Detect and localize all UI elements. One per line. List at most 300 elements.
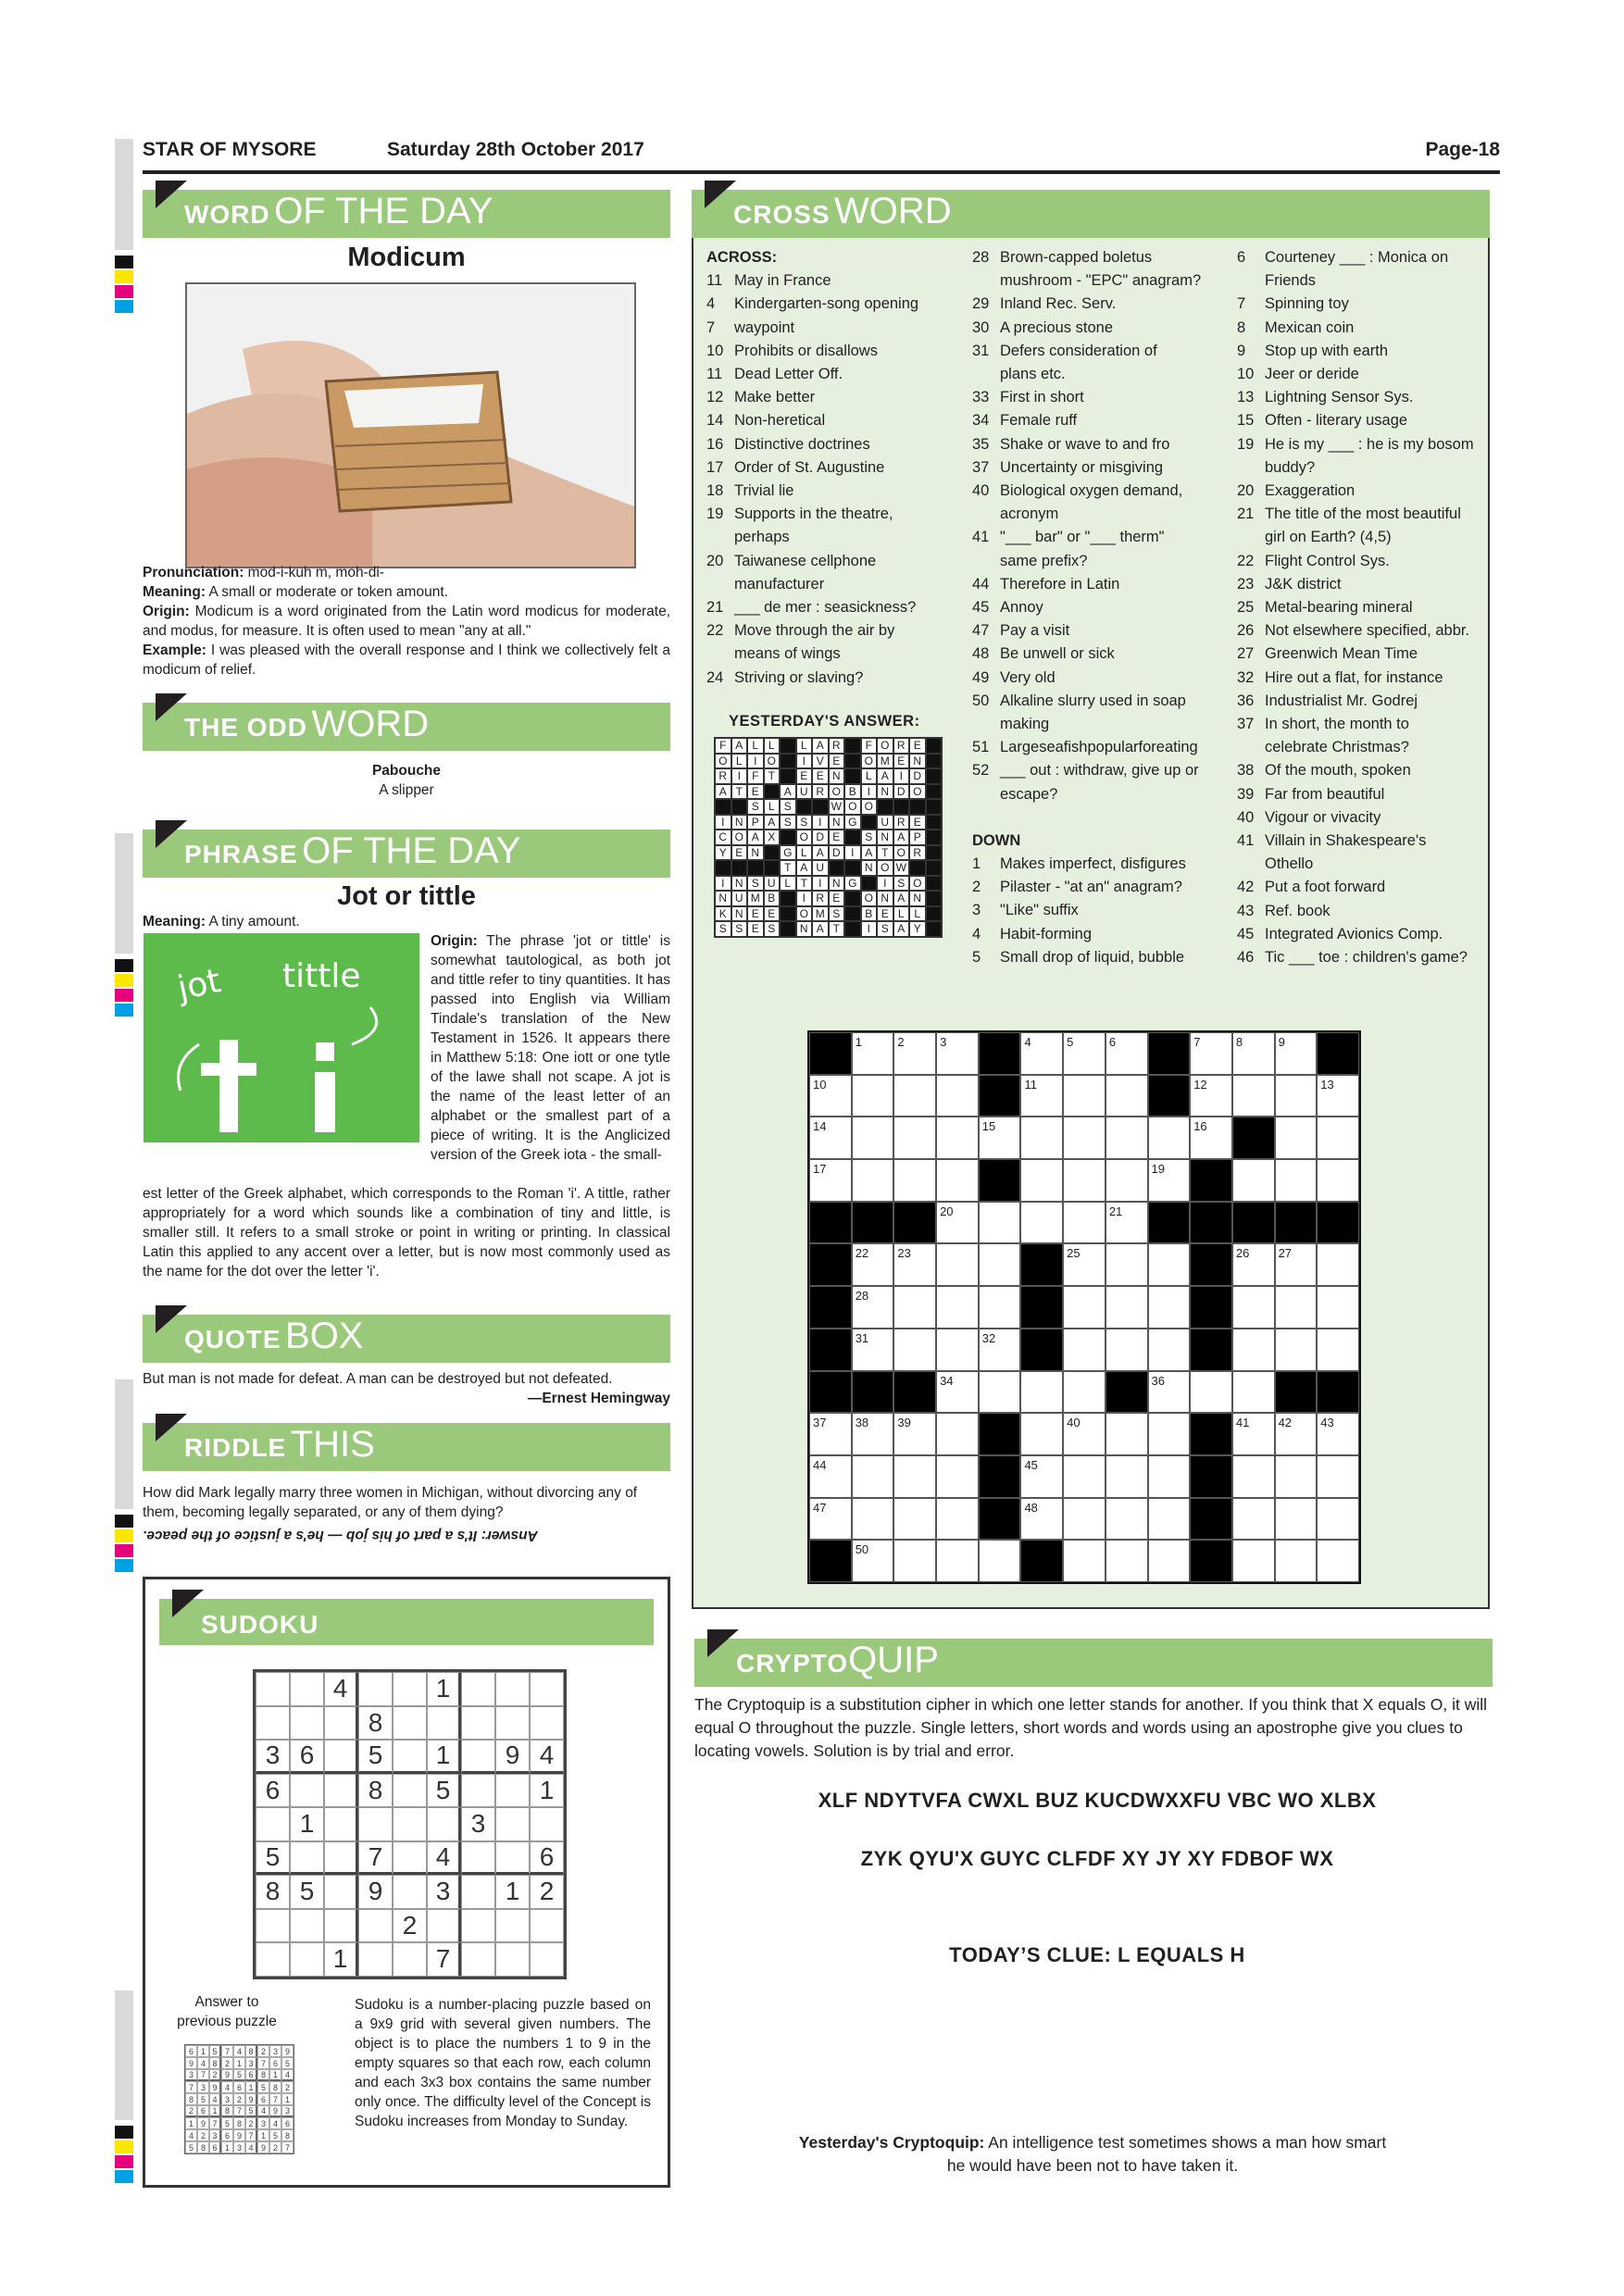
crossword-cell[interactable]	[1190, 1032, 1232, 1075]
sudoku-cell[interactable]	[461, 1706, 495, 1741]
phrase-meaning	[143, 912, 300, 931]
crossword-cell[interactable]	[1063, 1202, 1106, 1244]
crossword-cell[interactable]	[936, 1032, 979, 1075]
crossword-block-cell	[809, 1540, 852, 1582]
crossword-cell[interactable]	[1148, 1413, 1191, 1455]
sudoku-cell[interactable]	[324, 1841, 358, 1876]
sudoku-cell[interactable]	[530, 1909, 564, 1943]
crossword-cell[interactable]	[1317, 1540, 1359, 1582]
sudoku-cell[interactable]: 7	[358, 1841, 393, 1876]
crossword-cell[interactable]	[979, 1243, 1021, 1286]
sudoku-cell[interactable]: 3	[427, 1875, 461, 1909]
answer-letter-cell: U	[812, 860, 829, 876]
sudoku-cell[interactable]: 7	[427, 1942, 461, 1977]
crossword-cell[interactable]	[1148, 1498, 1191, 1541]
sudoku-cell[interactable]	[256, 1909, 290, 1943]
sudoku-cell[interactable]	[324, 1740, 358, 1774]
clue-row	[972, 690, 1231, 713]
crossword-cell[interactable]	[1317, 1243, 1359, 1286]
crossword-cell[interactable]	[1106, 1455, 1148, 1498]
crossword-cell[interactable]	[1020, 1202, 1063, 1244]
crossword-cell[interactable]	[852, 1117, 894, 1159]
crossword-cell[interactable]	[1232, 1540, 1275, 1582]
crossword-cell[interactable]	[1232, 1455, 1275, 1498]
crossword-cell[interactable]	[1148, 1371, 1191, 1414]
crossword-cell[interactable]	[1148, 1243, 1191, 1286]
sudoku-cell[interactable]: 6	[256, 1774, 290, 1808]
answer-letter-cell: O	[764, 754, 781, 769]
sudoku-cell[interactable]	[290, 1774, 324, 1808]
sudoku-cell[interactable]	[427, 1807, 461, 1841]
crossword-cell[interactable]	[1063, 1032, 1106, 1075]
answer-letter-cell: S	[893, 876, 910, 892]
clue-text: Largeseafishpopularforeating	[1000, 739, 1198, 756]
sudoku-cell[interactable]	[290, 1942, 324, 1977]
sudoku-cell[interactable]	[461, 1942, 495, 1977]
crossword-cell[interactable]	[1317, 1075, 1359, 1117]
sudoku-cell[interactable]	[393, 1875, 427, 1909]
crossword-cell[interactable]	[852, 1540, 894, 1582]
crossword-cell[interactable]	[1106, 1329, 1148, 1371]
crossword-cell[interactable]	[1232, 1286, 1275, 1329]
clue-number: 9	[1237, 342, 1246, 359]
sudoku-cell[interactable]	[530, 1706, 564, 1741]
crossword-cell[interactable]	[1106, 1243, 1148, 1286]
crossword-cell[interactable]	[1020, 1413, 1063, 1455]
crossword-cell[interactable]	[1275, 1117, 1318, 1159]
clue-row	[972, 480, 1231, 503]
crossword-cell[interactable]	[893, 1159, 936, 1202]
clue-row	[1237, 573, 1487, 596]
clue-text: "Like" suffix	[1000, 902, 1079, 919]
crossword-cell[interactable]	[1020, 1498, 1063, 1541]
sudoku-cell[interactable]	[461, 1875, 495, 1909]
crossword-cell[interactable]	[1317, 1498, 1359, 1541]
crossword-cell[interactable]	[979, 1371, 1021, 1414]
sudoku-cell[interactable]	[358, 1672, 393, 1706]
crossword-cell[interactable]	[1148, 1117, 1191, 1159]
crossword-cell[interactable]	[1190, 1371, 1232, 1414]
sudoku-cell[interactable]: 2	[393, 1909, 427, 1943]
sudoku-cell[interactable]: 5	[427, 1774, 461, 1808]
answer-letter-cell: P	[909, 830, 926, 845]
sudoku-cell[interactable]: 2	[530, 1875, 564, 1909]
crossword-cell[interactable]	[1317, 1455, 1359, 1498]
crossword-cell[interactable]	[1232, 1243, 1275, 1286]
odd-word: Pabouche	[371, 763, 442, 779]
sudoku-cell[interactable]: 8	[358, 1706, 393, 1741]
answer-block-cell	[796, 799, 813, 815]
sudoku-cell: 9	[185, 2057, 197, 2069]
crossword-cell[interactable]	[893, 1498, 936, 1541]
clue-text: Striving or slaving?	[734, 668, 864, 686]
crossword-cell[interactable]	[893, 1540, 936, 1582]
clue-number: 43	[1237, 902, 1255, 919]
sudoku-cell[interactable]: 1	[495, 1875, 530, 1909]
crossword-cell[interactable]	[979, 1540, 1021, 1582]
crossword-cell[interactable]	[1106, 1032, 1148, 1075]
sudoku-cell[interactable]	[324, 1706, 358, 1741]
crossword-block-cell	[1148, 1032, 1191, 1075]
clue-text: Not elsewhere specified, abbr.	[1265, 622, 1470, 640]
clue-text: Ref. book	[1265, 902, 1330, 919]
crossword-cell[interactable]	[936, 1329, 979, 1371]
answer-block-cell	[926, 891, 943, 906]
sudoku-cell[interactable]	[324, 1807, 358, 1841]
sudoku-cell[interactable]	[358, 1942, 393, 1977]
clue-number: 18	[706, 482, 724, 500]
answer-letter-cell: S	[780, 799, 796, 815]
clue-row	[1237, 830, 1487, 853]
sudoku-cell[interactable]: 4	[530, 1740, 564, 1774]
sudoku-cell: 7	[245, 2129, 257, 2141]
clue-number: 3	[972, 902, 981, 919]
crossword-cell[interactable]	[1063, 1540, 1106, 1582]
clue-list	[972, 246, 1231, 806]
phrase-origin-wide: est letter of the Greek alphabet, which corresponds to the Roman 'i'. A tittle, rather appropriately for a word which sounds like a combination of tiny and little, is smaller still. It refers to a small stroke or point in writing or printing. In classical Latin this applied to any accent over a letter, but is now most commonly used as the name for the dot over the letter 'i'.	[143, 1186, 670, 1279]
sudoku-cell: 9	[257, 2141, 269, 2153]
example-text: I was pleased with the overall response and I think we collectively felt a modicum of relief.	[143, 643, 670, 678]
crossword-cell[interactable]	[979, 1329, 1021, 1371]
crossword-cell[interactable]	[1275, 1540, 1318, 1582]
crossword-cell[interactable]	[1106, 1117, 1148, 1159]
crossword-cell[interactable]	[893, 1455, 936, 1498]
crossword-cell[interactable]	[1063, 1371, 1106, 1414]
sudoku-cell[interactable]	[461, 1740, 495, 1774]
crossword-cell[interactable]	[809, 1455, 852, 1498]
crossword-cell[interactable]	[1275, 1243, 1318, 1286]
crossword-cell[interactable]	[809, 1159, 852, 1202]
crossword-cell[interactable]	[1275, 1413, 1318, 1455]
crossword-cell[interactable]	[979, 1117, 1021, 1159]
clue-text: He is my ___ : he is my bosom	[1265, 435, 1474, 453]
crossword-cell[interactable]	[1232, 1329, 1275, 1371]
sudoku-cell[interactable]	[530, 1807, 564, 1841]
crossword-cell[interactable]	[893, 1075, 936, 1117]
sudoku-cell[interactable]	[393, 1672, 427, 1706]
sudoku-cell[interactable]: 4	[427, 1841, 461, 1876]
crossword-cell[interactable]	[893, 1032, 936, 1075]
crossword-cell[interactable]	[809, 1117, 852, 1159]
crossword-cell[interactable]	[1148, 1159, 1191, 1202]
sudoku-cell[interactable]	[495, 1807, 530, 1841]
sudoku-cell[interactable]	[427, 1909, 461, 1943]
sudoku-cell[interactable]	[530, 1672, 564, 1706]
crossword-cell-number: 36	[1151, 1373, 1165, 1388]
sudoku-cell[interactable]	[290, 1672, 324, 1706]
clue-row	[972, 317, 1231, 340]
sudoku-cell: 8	[281, 2129, 294, 2141]
word-of-day-title: Modicum	[347, 243, 466, 272]
clue-text: Supports in the theatre,	[734, 505, 893, 523]
crossword-cell[interactable]	[1232, 1413, 1275, 1455]
crossword-cell[interactable]	[1232, 1075, 1275, 1117]
clue-number: 27	[1237, 645, 1255, 663]
sudoku-cell: 2	[281, 2081, 294, 2093]
crossword-cell[interactable]	[936, 1498, 979, 1541]
crossword-cell[interactable]	[1020, 1371, 1063, 1414]
meaning-label: Meaning:	[143, 584, 206, 600]
riddle-answer-upside-down: Answer: It's a part of his job — he's a justice of the peace.	[143, 1528, 538, 1543]
sudoku-cell[interactable]	[256, 1942, 290, 1977]
crossword-cell[interactable]	[1020, 1117, 1063, 1159]
answer-block-cell	[926, 754, 943, 769]
sudoku-cell[interactable]	[256, 1672, 290, 1706]
crossword-cell[interactable]	[936, 1455, 979, 1498]
crossword-cell[interactable]	[1106, 1202, 1148, 1244]
sudoku-cell[interactable]	[290, 1706, 324, 1741]
crossword-cell[interactable]	[1148, 1329, 1191, 1371]
crossword-cell[interactable]	[1232, 1159, 1275, 1202]
sudoku-banner	[159, 1599, 654, 1645]
crossword-cell[interactable]	[936, 1075, 979, 1117]
crossword-cell[interactable]	[1063, 1286, 1106, 1329]
clue-text: perhaps	[734, 529, 790, 546]
clue-row	[706, 409, 956, 432]
sudoku-cell[interactable]	[393, 1740, 427, 1774]
sudoku-cell[interactable]	[530, 1942, 564, 1977]
crossword-cell[interactable]	[1317, 1329, 1359, 1371]
crossword-cell[interactable]	[1148, 1286, 1191, 1329]
sudoku-cell[interactable]	[461, 1841, 495, 1876]
crossword-cell[interactable]	[1148, 1540, 1191, 1582]
answer-letter-cell: M	[877, 754, 893, 769]
origin-label: Origin:	[431, 933, 478, 949]
answer-letter-cell: N	[715, 891, 731, 906]
color-swatch-black	[115, 256, 133, 268]
crossword-cell[interactable]	[1190, 1075, 1232, 1117]
crossword-cell[interactable]	[1232, 1371, 1275, 1414]
crossword-cell[interactable]	[936, 1413, 979, 1455]
answer-letter-cell: O	[909, 784, 926, 800]
down-clues-col3	[1237, 246, 1487, 969]
answer-letter-cell: I	[796, 754, 813, 769]
crossword-cell[interactable]	[852, 1455, 894, 1498]
crossword-cell[interactable]	[1063, 1075, 1106, 1117]
sudoku-cell: 8	[245, 2045, 257, 2057]
crossword-cell-number: 44	[813, 1457, 827, 1472]
crossword-block-cell	[1190, 1329, 1232, 1371]
crossword-cell[interactable]	[809, 1413, 852, 1455]
crossword-cell[interactable]	[1232, 1032, 1275, 1075]
crossword-cell[interactable]	[1020, 1075, 1063, 1117]
across-clues-col2	[972, 246, 1231, 969]
crossword-cell[interactable]	[1190, 1117, 1232, 1159]
crossword-cell-number: 42	[1278, 1416, 1293, 1430]
crossword-cell[interactable]	[936, 1286, 979, 1329]
sudoku-cell[interactable]	[495, 1942, 530, 1977]
sudoku-cell[interactable]	[324, 1909, 358, 1943]
sudoku-cell[interactable]: 8	[256, 1875, 290, 1909]
sudoku-cell[interactable]	[358, 1909, 393, 1943]
crossword-cell[interactable]	[893, 1286, 936, 1329]
sudoku-cell[interactable]	[324, 1875, 358, 1909]
crossword-block-cell	[1020, 1329, 1063, 1371]
crossword-cell[interactable]	[979, 1286, 1021, 1329]
crossword-cell[interactable]	[1020, 1159, 1063, 1202]
sudoku-grid[interactable]	[253, 1669, 567, 1979]
clue-number: 39	[1237, 785, 1255, 803]
crossword-cell[interactable]	[852, 1243, 894, 1286]
sudoku-cell: 1	[197, 2045, 209, 2057]
crossword-cell[interactable]	[936, 1117, 979, 1159]
sudoku-cell[interactable]: 5	[290, 1875, 324, 1909]
crossword-cell[interactable]	[1317, 1117, 1359, 1159]
answer-letter-cell: R	[893, 815, 910, 830]
sudoku-cell[interactable]	[393, 1807, 427, 1841]
crossword-cell[interactable]	[809, 1498, 852, 1541]
crossword-cell[interactable]	[1148, 1455, 1191, 1498]
crossword-cell[interactable]	[1275, 1159, 1318, 1202]
clue-text: Spinning toy	[1265, 295, 1349, 313]
sudoku-cell[interactable]	[461, 1774, 495, 1808]
answer-letter-cell: L	[796, 738, 813, 754]
crossword-cell[interactable]	[1106, 1413, 1148, 1455]
crossword-cell[interactable]	[1063, 1243, 1106, 1286]
answer-block-cell	[780, 738, 796, 754]
sudoku-cell[interactable]	[495, 1909, 530, 1943]
clue-text: plans etc.	[1000, 366, 1066, 383]
crossword-cell[interactable]	[1063, 1413, 1106, 1455]
sudoku-cell[interactable]: 9	[358, 1875, 393, 1909]
crossword-cell[interactable]	[893, 1243, 936, 1286]
clue-number: 20	[1237, 482, 1255, 500]
crossword-cell[interactable]	[893, 1117, 936, 1159]
crossword-cell[interactable]	[1106, 1540, 1148, 1582]
sudoku-cell[interactable]	[393, 1841, 427, 1876]
sudoku-cell[interactable]	[393, 1942, 427, 1977]
sudoku-cell[interactable]	[461, 1672, 495, 1706]
crossword-cell[interactable]	[979, 1202, 1021, 1244]
answer-letter-cell: N	[909, 891, 926, 906]
crossword-block-cell	[1190, 1243, 1232, 1286]
crossword-cell[interactable]	[893, 1413, 936, 1455]
sudoku-cell[interactable]	[393, 1706, 427, 1741]
clue-text: acronym	[1000, 505, 1059, 523]
sudoku-cell[interactable]	[427, 1706, 461, 1741]
sudoku-cell[interactable]	[495, 1841, 530, 1876]
sudoku-cell[interactable]	[358, 1807, 393, 1841]
sudoku-cell: 1	[209, 2105, 221, 2117]
crossword-cell[interactable]	[1275, 1032, 1318, 1075]
crossword-cell[interactable]	[852, 1075, 894, 1117]
clue-number: 29	[972, 295, 990, 313]
sudoku-cell[interactable]	[461, 1909, 495, 1943]
crossword-cell[interactable]	[852, 1329, 894, 1371]
sudoku-cell[interactable]: 6	[530, 1841, 564, 1876]
crossword-cell[interactable]	[1317, 1413, 1359, 1455]
sudoku-cell[interactable]	[290, 1841, 324, 1876]
crossword-cell[interactable]	[1106, 1498, 1148, 1541]
sudoku-cell[interactable]: 5	[256, 1841, 290, 1876]
sudoku-cell[interactable]	[495, 1774, 530, 1808]
sudoku-cell[interactable]: 3	[461, 1807, 495, 1841]
sudoku-cell[interactable]	[495, 1706, 530, 1741]
crossword-cell[interactable]	[936, 1371, 979, 1414]
sudoku-cell[interactable]: 1	[324, 1942, 358, 1977]
sudoku-cell[interactable]: 1	[427, 1672, 461, 1706]
sudoku-cell: 5	[281, 2057, 294, 2069]
answer-letter-cell: N	[747, 845, 764, 861]
answer-letter-cell: W	[829, 799, 845, 815]
sudoku-cell[interactable]	[256, 1706, 290, 1741]
crossword-cell-number: 37	[813, 1416, 827, 1430]
crossword-cell[interactable]	[1063, 1159, 1106, 1202]
answer-letter-cell: T	[829, 921, 845, 937]
sudoku-cell[interactable]: 1	[530, 1774, 564, 1808]
sudoku-cell: 7	[197, 2069, 209, 2081]
answer-letter-cell: S	[829, 906, 845, 922]
phrase-banner	[143, 830, 670, 878]
sudoku-cell: 3	[197, 2081, 209, 2093]
sudoku-cell[interactable]: 1	[290, 1807, 324, 1841]
crossword-cell[interactable]	[1106, 1286, 1148, 1329]
crossword-cell[interactable]	[852, 1413, 894, 1455]
crossword-cell[interactable]	[1020, 1455, 1063, 1498]
crossword-cell[interactable]	[852, 1032, 894, 1075]
crossword-cell[interactable]	[1275, 1455, 1318, 1498]
answer-letter-cell: N	[796, 921, 813, 937]
crossword-cell[interactable]	[1275, 1075, 1318, 1117]
crossword-cell[interactable]	[1232, 1498, 1275, 1541]
crossword-grid[interactable]	[807, 1030, 1361, 1584]
crossword-cell[interactable]	[1106, 1159, 1148, 1202]
across-clues-col1	[706, 246, 956, 690]
sudoku-cell[interactable]: 3	[256, 1740, 290, 1774]
sudoku-cell[interactable]	[324, 1774, 358, 1808]
crossword-cell[interactable]	[1317, 1286, 1359, 1329]
sudoku-cell[interactable]	[256, 1807, 290, 1841]
sudoku-cell[interactable]	[290, 1909, 324, 1943]
crossword-cell[interactable]	[852, 1286, 894, 1329]
sudoku-cell[interactable]	[495, 1672, 530, 1706]
crossword-cell[interactable]	[1275, 1286, 1318, 1329]
clue-row	[1237, 667, 1487, 690]
answer-letter-cell: E	[764, 906, 781, 922]
crossword-cell[interactable]	[1106, 1075, 1148, 1117]
crossword-cell[interactable]	[1275, 1329, 1318, 1371]
clue-row	[1237, 923, 1487, 946]
crossword-cell[interactable]	[852, 1159, 894, 1202]
sudoku-cell[interactable]: 6	[290, 1740, 324, 1774]
sudoku-cell[interactable]: 8	[358, 1774, 393, 1808]
sudoku-cell: 3	[209, 2129, 221, 2141]
crossword-cell[interactable]	[936, 1540, 979, 1582]
crossword-cell[interactable]	[852, 1498, 894, 1541]
crossword-block-cell	[1317, 1371, 1359, 1414]
sudoku-cell[interactable]: 1	[427, 1740, 461, 1774]
crossword-cell[interactable]	[1317, 1159, 1359, 1202]
crossword-cell[interactable]	[936, 1159, 979, 1202]
clue-number	[972, 550, 1000, 573]
crossword-cell[interactable]	[1063, 1498, 1106, 1541]
sudoku-cell[interactable]: 9	[495, 1740, 530, 1774]
crossword-cell[interactable]	[1063, 1329, 1106, 1371]
crossword-cell[interactable]	[893, 1329, 936, 1371]
crossword-cell[interactable]	[1063, 1455, 1106, 1498]
crossword-cell[interactable]	[936, 1202, 979, 1244]
sudoku-cell[interactable]: 4	[324, 1672, 358, 1706]
sudoku-cell[interactable]: 5	[358, 1740, 393, 1774]
crossword-cell[interactable]	[936, 1243, 979, 1286]
crossword-cell[interactable]	[1020, 1032, 1063, 1075]
crossword-cell[interactable]	[1275, 1498, 1318, 1541]
sudoku-cell[interactable]	[393, 1774, 427, 1808]
crossword-cell[interactable]	[1063, 1117, 1106, 1159]
yesterday-answer-grid	[714, 737, 943, 938]
clue-number	[706, 573, 734, 596]
crossword-cell[interactable]	[809, 1075, 852, 1117]
